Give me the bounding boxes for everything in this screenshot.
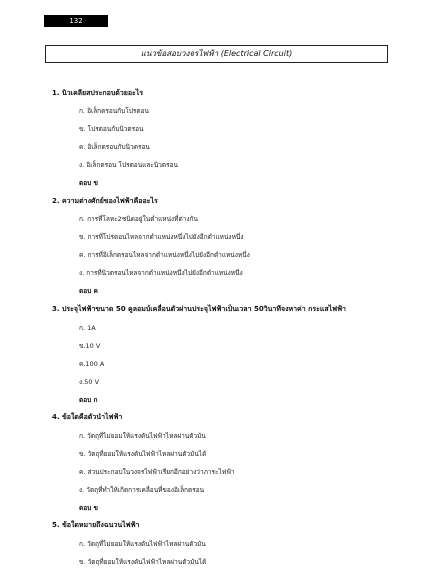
question-3: 3. ประจุไฟฟ้าขนาด 50 คูลอมบ์เคลื่อนตัวผ่านประจุไฟฟ้าเป็นเวลา 50วินาทีจงหาค่า กระแสไฟฟ้า bbox=[52, 305, 346, 313]
choice-2b: ข. การที่โปรตอนไหลจากตำแหน่งหนึ่งไปยังอีกตำแหน่งหนึ่ง bbox=[79, 233, 244, 241]
choice-2d: ง. การที่นิวตรอนไหลจากตำแหน่งหนึ่งไปยังอีกตำแหน่งหนึ่ง bbox=[79, 269, 243, 277]
choice-4b: ข. วัตถุที่ยอมให้แรงดันไฟฟ้าไหลผ่านตัวมันได้ bbox=[79, 450, 207, 458]
answer-4: ตอบ ข bbox=[79, 504, 98, 512]
choice-3a: ก. 1A bbox=[79, 324, 96, 332]
choice-3c: ค.100 A bbox=[79, 360, 105, 368]
choice-4d: ง. วัตถุที่ทำให้เกิดการเคลื่อนที่ของอิเล็กตรอน bbox=[79, 486, 205, 494]
choice-1b: ข. โปรตอนกับนิวตรอน bbox=[79, 125, 144, 133]
choice-1c: ค. อิเล็กตรอนกับนิวตรอน bbox=[79, 143, 150, 151]
choice-3b: ข.10 V bbox=[79, 342, 101, 350]
choice-1a: ก. อิเล็กตรอนกับโปรตอน bbox=[79, 107, 149, 115]
question-4: 4. ข้อใดคือตัวนำไฟฟ้า bbox=[52, 413, 123, 421]
answer-3: ตอบ ก bbox=[79, 396, 98, 404]
page-title: แนวข้อสอบวงจรไฟฟ้า (Electrical Circuit) bbox=[45, 45, 388, 63]
choice-4c: ค. ส่วนประกอบในวงจรไฟฟ้าเรียกอีกอย่างว่าภาระไฟฟ้า bbox=[79, 468, 235, 476]
choice-2a: ก. การที่โลหะ2ชนิดอยู่ในตำแหน่งที่ต่างกัน bbox=[79, 215, 198, 223]
page-number: 132 bbox=[44, 15, 108, 27]
question-2: 2. ความต่างศักย์ของไฟฟ้าคืออะไร bbox=[52, 197, 158, 205]
choice-3d: ง.50 V bbox=[79, 378, 100, 386]
choice-1d: ง. อิเล็กตรอน โปรตอนและนิวตรอน bbox=[79, 161, 178, 169]
answer-2: ตอบ ค bbox=[79, 287, 98, 295]
question-1: 1. นิวเคลียสประกอบด้วยอะไร bbox=[52, 89, 144, 97]
choice-5a: ก. วัตถุที่ไม่ยอมให้แรงดันไฟฟ้าไหลผ่านตัวมัน bbox=[79, 540, 206, 548]
choice-2c: ค. การที่อิเล็กตรอนไหลจากตำแหน่งหนึ่งไปยังอีกตำแหน่งหนึ่ง bbox=[79, 251, 250, 259]
answer-1: ตอบ ข bbox=[79, 179, 98, 187]
choice-5b: ข. วัตถุที่ยอมให้แรงดันไฟฟ้าไหลผ่านตัวมันได้ bbox=[79, 558, 207, 566]
choice-4a: ก. วัตถุที่ไม่ยอมให้แรงดันไฟฟ้าไหลผ่านตัวมัน bbox=[79, 432, 206, 440]
question-5: 5. ข้อใดหมายถึงฉนวนไฟฟ้า bbox=[52, 521, 140, 529]
